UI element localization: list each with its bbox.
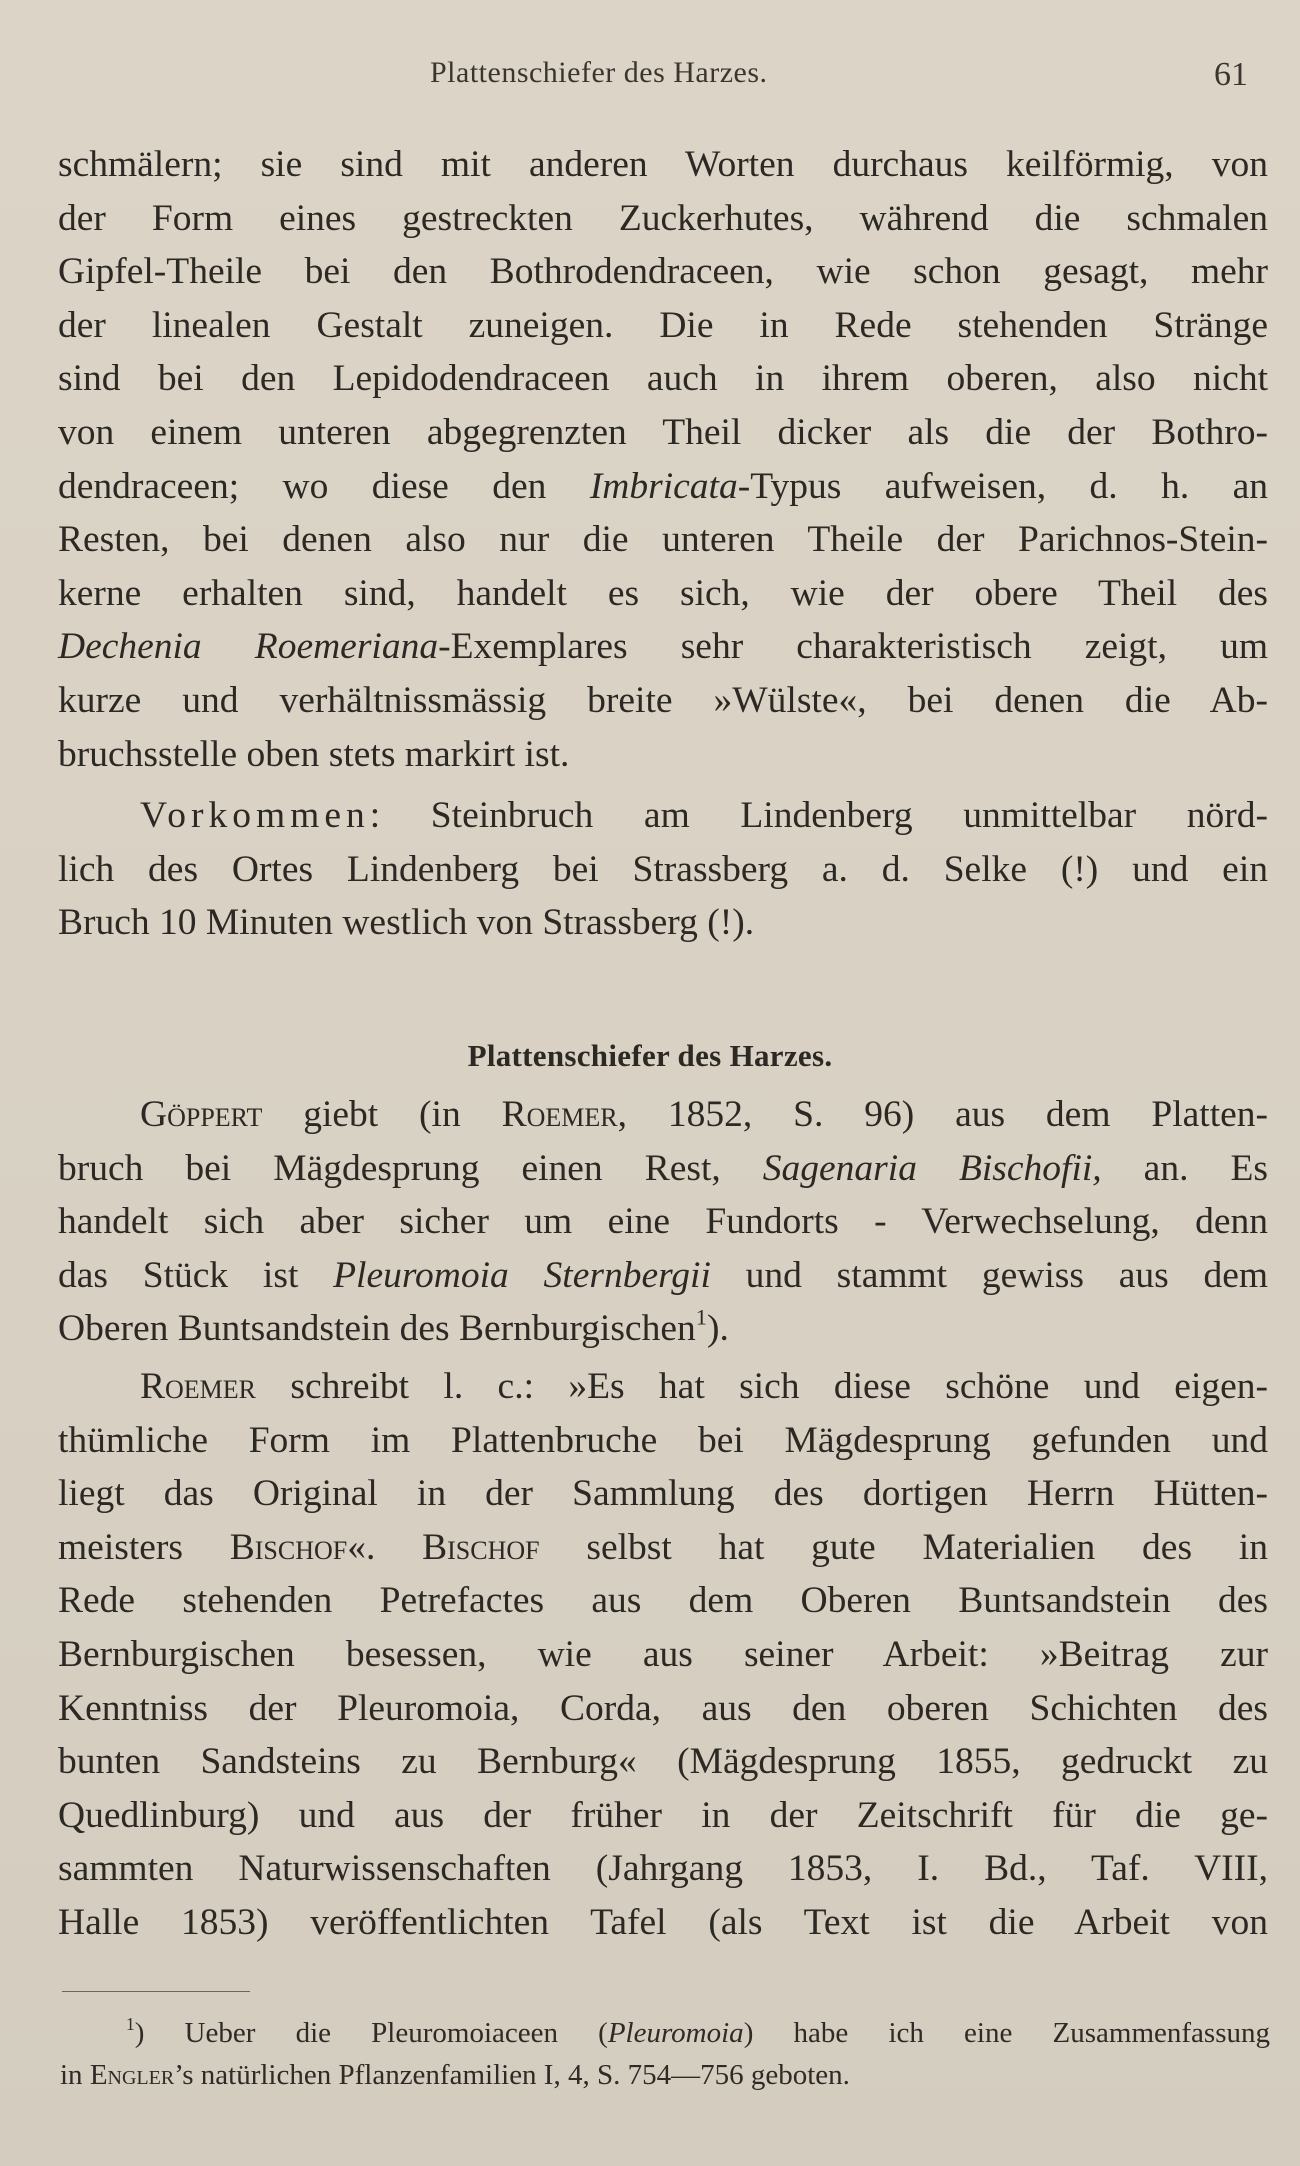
text-line: Bruch 10 Minuten westlich von Strassberg (!). (58, 902, 755, 944)
text-line: lich des Ortes Lindenberg bei Strassberg a. d. Selke (!) und ein (58, 848, 1268, 890)
text-segment: in (60, 2059, 90, 2091)
footnote-line (60, 2054, 1270, 2096)
person-name: Bischof (229, 1526, 348, 1568)
text-line: Bernburgischen besessen, wie aus seiner Arbeit: »Beitrag zur (58, 1633, 1268, 1675)
author-name: Engler (89, 2059, 175, 2091)
text-line: der Form eines gestreckten Zuckerhutes, während die schmalen (58, 197, 1268, 239)
text-segment: «. (347, 1526, 423, 1568)
text-line: Quedlinburg) und aus der früher in der Zeitschrift für die ge- (58, 1794, 1268, 1836)
running-title: Plattenschiefer des Harzes. (430, 56, 768, 89)
text-line: Halle 1853) veröffentlichten Tafel (als Text ist die Arbeit von (58, 1901, 1268, 1943)
text-line: kurze und verhältnissmässig breite »Wülste«, bei denen die Ab- (58, 679, 1268, 721)
taxon-name: Sagenaria Bischofii, (762, 1147, 1102, 1189)
section-heading: Plattenschiefer des Harzes. (467, 1038, 833, 1073)
footnote-marker: 1 (126, 2013, 135, 2034)
text-line: sammten Naturwissenschaften (Jahrgang 1853, I. Bd., Taf. VIII, (58, 1848, 1268, 1890)
text-segment: das Stück ist (58, 1254, 334, 1296)
text-segment: an. Es (1101, 1147, 1268, 1189)
text-segment: ) habe ich eine Zusammenfassung (743, 2017, 1270, 2049)
text-line (58, 460, 1268, 514)
text-line (58, 789, 1268, 843)
taxon-name: Pleuromoia (607, 2017, 744, 2049)
text-line (58, 620, 1268, 674)
footnote-line (60, 2012, 1270, 2054)
person-name: Bischof (422, 1526, 540, 1568)
footnote-rule (62, 1991, 250, 1992)
text-segment: ’s natürlichen Pflanzenfamilien I, 4, S. 754—756 geboten. (174, 2059, 850, 2091)
text-line: der linealen Gestalt zuneigen. Die in Rede stehenden Stränge (58, 304, 1268, 346)
text-line: schmälern; sie sind mit anderen Worten durchaus keilförmig, von (58, 144, 1268, 185)
body-text-section (58, 1088, 1268, 1950)
text-segment: ). (706, 1308, 729, 1350)
text-line: bunten Sandsteins zu Bernburg« (Mägdesprung 1855, gedruckt zu (58, 1741, 1268, 1783)
text-line: Rede stehenden Petrefactes aus dem Oberen Buntsandstein des (58, 1580, 1268, 1622)
text-line (58, 1521, 1268, 1575)
text-line (58, 1249, 1268, 1303)
text-segment: dendraceen; wo diese den (58, 465, 547, 507)
footnote (60, 2012, 1270, 2096)
text-line (58, 1302, 1268, 1356)
text-segment: ) Ueber die Pleuromoiaceen ( (134, 2017, 608, 2049)
text-segment: : Steinbruch am Lindenberg unmittelbar nörd- (369, 795, 1268, 837)
text-line: thümliche Form im Plattenbruche bei Mägdesprung gefunden und (58, 1419, 1268, 1461)
text-segment: -Exemplares sehr charakteristisch zeigt, um (438, 626, 1268, 668)
taxon-name: Imbricata (589, 465, 738, 507)
text-line (58, 1142, 1268, 1196)
text-segment: , 1852, S. 96) aus dem Platten- (617, 1094, 1268, 1135)
footnote-ref: 1 (695, 1304, 707, 1330)
text-line: kerne erhalten sind, handelt es sich, wie der obere Theil des (58, 572, 1268, 614)
text-line: Kenntniss der Pleuromoia, Corda, aus den oberen Schichten des (58, 1687, 1268, 1729)
text-line: handelt sich aber sicher um eine Fundorts - Verwechselung, denn (58, 1201, 1268, 1243)
body-text-top (58, 138, 1268, 950)
text-segment: schreibt l. c.: »Es hat sich diese schöne und eigen- (256, 1365, 1268, 1407)
text-segment: selbst hat gute Materialien des in (539, 1526, 1268, 1568)
text-line: Gipfel-Theile bei den Bothrodendraceen, wie schon gesagt, mehr (58, 251, 1268, 293)
taxon-name: Pleuromoia Sternbergii (333, 1254, 711, 1296)
occurrence-label: Vorkommen (140, 795, 370, 837)
taxon-name: Dechenia Roemeriana (58, 626, 439, 668)
page-number: 61 (1214, 56, 1248, 93)
text-line (58, 1088, 1268, 1142)
text-segment: -Typus aufweisen, d. h. an (737, 465, 1269, 507)
text-segment: Oberen Buntsandstein des Bernburgischen (58, 1308, 696, 1350)
text-line: liegt das Original in der Sammlung des dortigen Herrn Hütten- (58, 1473, 1268, 1515)
text-line (58, 1360, 1268, 1414)
author-name: Göppert (140, 1094, 263, 1135)
author-name: Roemer (140, 1365, 257, 1407)
running-head (0, 52, 1300, 102)
text-line: bruchsstelle oben stets markirt ist. (58, 733, 570, 775)
author-name: Roemer (501, 1094, 618, 1135)
text-line: Resten, bei denen also nur die unteren Theile der Parichnos-Stein- (58, 519, 1268, 561)
text-line: von einem unteren abgegrenzten Theil dicker als die der Bothro- (58, 411, 1268, 453)
text-segment: giebt (in (262, 1094, 502, 1135)
text-segment: bruch bei Mägdesprung einen Rest, (58, 1147, 763, 1189)
text-segment: und stammt gewiss aus dem (710, 1254, 1269, 1296)
text-line: sind bei den Lepidodendraceen auch in ihrem oberen, also nicht (58, 358, 1268, 400)
text-segment: meisters (58, 1526, 230, 1568)
